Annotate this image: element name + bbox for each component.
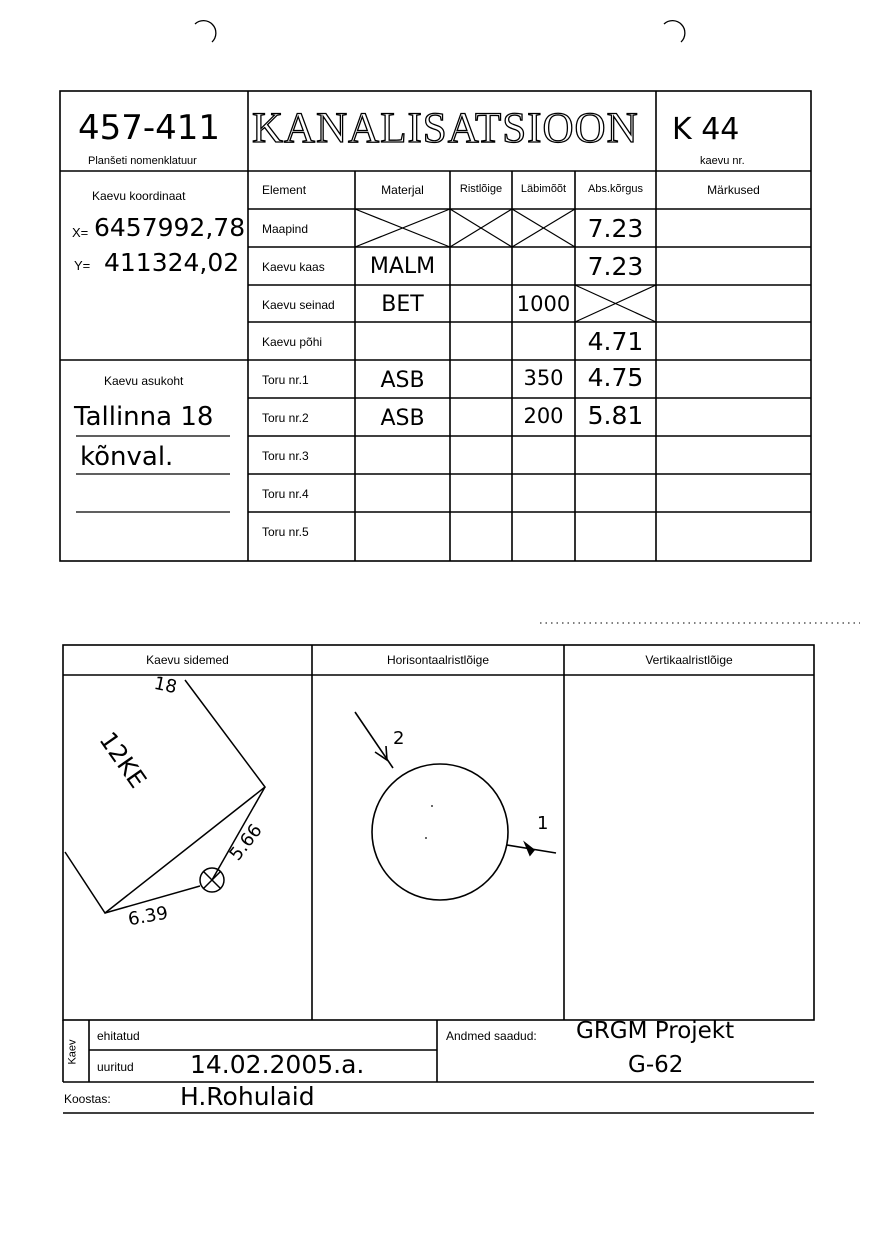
sketch-header-sidemed: Kaevu sidemed xyxy=(146,653,229,667)
x-coordinate-value: 6457992,78 xyxy=(94,213,246,242)
row-label: Toru nr.5 xyxy=(262,525,309,539)
built-label: ehitatud xyxy=(97,1029,140,1043)
location-line-2: kõnval. xyxy=(80,442,174,472)
cell-materjal-toru1: ASB xyxy=(380,368,425,393)
y-coordinate-value: 411324,02 xyxy=(104,248,240,277)
cell-abs-toru1: 4.75 xyxy=(587,363,644,392)
building-type-label: 12KE xyxy=(93,726,152,794)
well-number-value: K 44 xyxy=(672,112,740,147)
coordinates-label: Kaevu koordinaat xyxy=(92,189,186,203)
distance-label-a: 5.66 xyxy=(225,820,267,865)
cell-materjal-toru2: ASB xyxy=(380,406,425,431)
nomenclature-label: Planšeti nomenklatuur xyxy=(88,155,197,167)
well-number-label: kaevu nr. xyxy=(700,155,745,167)
row-label: Toru nr.3 xyxy=(262,449,309,463)
col-header-element: Element xyxy=(262,183,307,197)
surveyed-label: uuritud xyxy=(97,1060,134,1074)
location-label: Kaevu asukoht xyxy=(104,374,184,388)
x-prefix: X= xyxy=(72,225,89,240)
cell-labimoot-toru1: 350 xyxy=(523,366,564,390)
row-label: Toru nr.4 xyxy=(262,487,309,501)
row-label: Maapind xyxy=(262,222,309,236)
source-label: Andmed saadud: xyxy=(446,1029,537,1043)
row-label: Toru nr.2 xyxy=(262,411,309,425)
pipe-2-label: 2 xyxy=(393,728,405,749)
source-line-2: G-62 xyxy=(628,1052,684,1078)
source-line-1: GRGM Projekt xyxy=(576,1018,735,1044)
sketch-header-vertikaal: Vertikaalristlõige xyxy=(645,653,733,667)
cell-materjal-kaas: MALM xyxy=(369,254,436,279)
cell-labimoot-seinad: 1000 xyxy=(516,292,571,316)
row-label: Kaevu põhi xyxy=(262,335,323,349)
cell-abs-pohi: 4.71 xyxy=(587,327,644,356)
document-title: KANALISATSIOON xyxy=(252,105,639,152)
surveyed-value: 14.02.2005.a. xyxy=(190,1050,365,1079)
pipe-1-label: 1 xyxy=(537,813,549,834)
building-number-label: 18 xyxy=(152,672,179,699)
col-header-materjal: Materjal xyxy=(381,183,424,197)
cell-abs-toru2: 5.81 xyxy=(587,401,644,430)
col-header-abs-korgus: Abs.kõrgus xyxy=(587,183,644,195)
col-header-ristloige: Ristlõige xyxy=(459,183,503,195)
cell-materjal-seinad: BET xyxy=(381,292,424,317)
col-header-labimoot: Läbimõõt xyxy=(520,183,567,195)
cell-abs-maapind: 7.23 xyxy=(587,214,644,243)
row-label: Kaevu kaas xyxy=(262,260,325,274)
row-label: Kaevu seinad xyxy=(262,298,335,312)
location-line-1: Tallinna 18 xyxy=(74,402,214,432)
well-side-label: Kaev xyxy=(66,1039,79,1065)
row-label: Toru nr.1 xyxy=(262,373,309,387)
cell-abs-kaas: 7.23 xyxy=(587,252,644,281)
cell-labimoot-toru2: 200 xyxy=(523,404,564,428)
nomenclature-value: 457-411 xyxy=(78,108,221,148)
y-prefix: Y= xyxy=(74,258,91,273)
compiled-value: H.Rohulaid xyxy=(180,1082,315,1111)
sketch-header-horisontaal: Horisontaalristlõige xyxy=(386,653,490,667)
distance-label-b: 6.39 xyxy=(126,902,170,931)
compiled-label: Koostas: xyxy=(64,1092,111,1106)
col-header-markused: Märkused xyxy=(707,183,760,197)
